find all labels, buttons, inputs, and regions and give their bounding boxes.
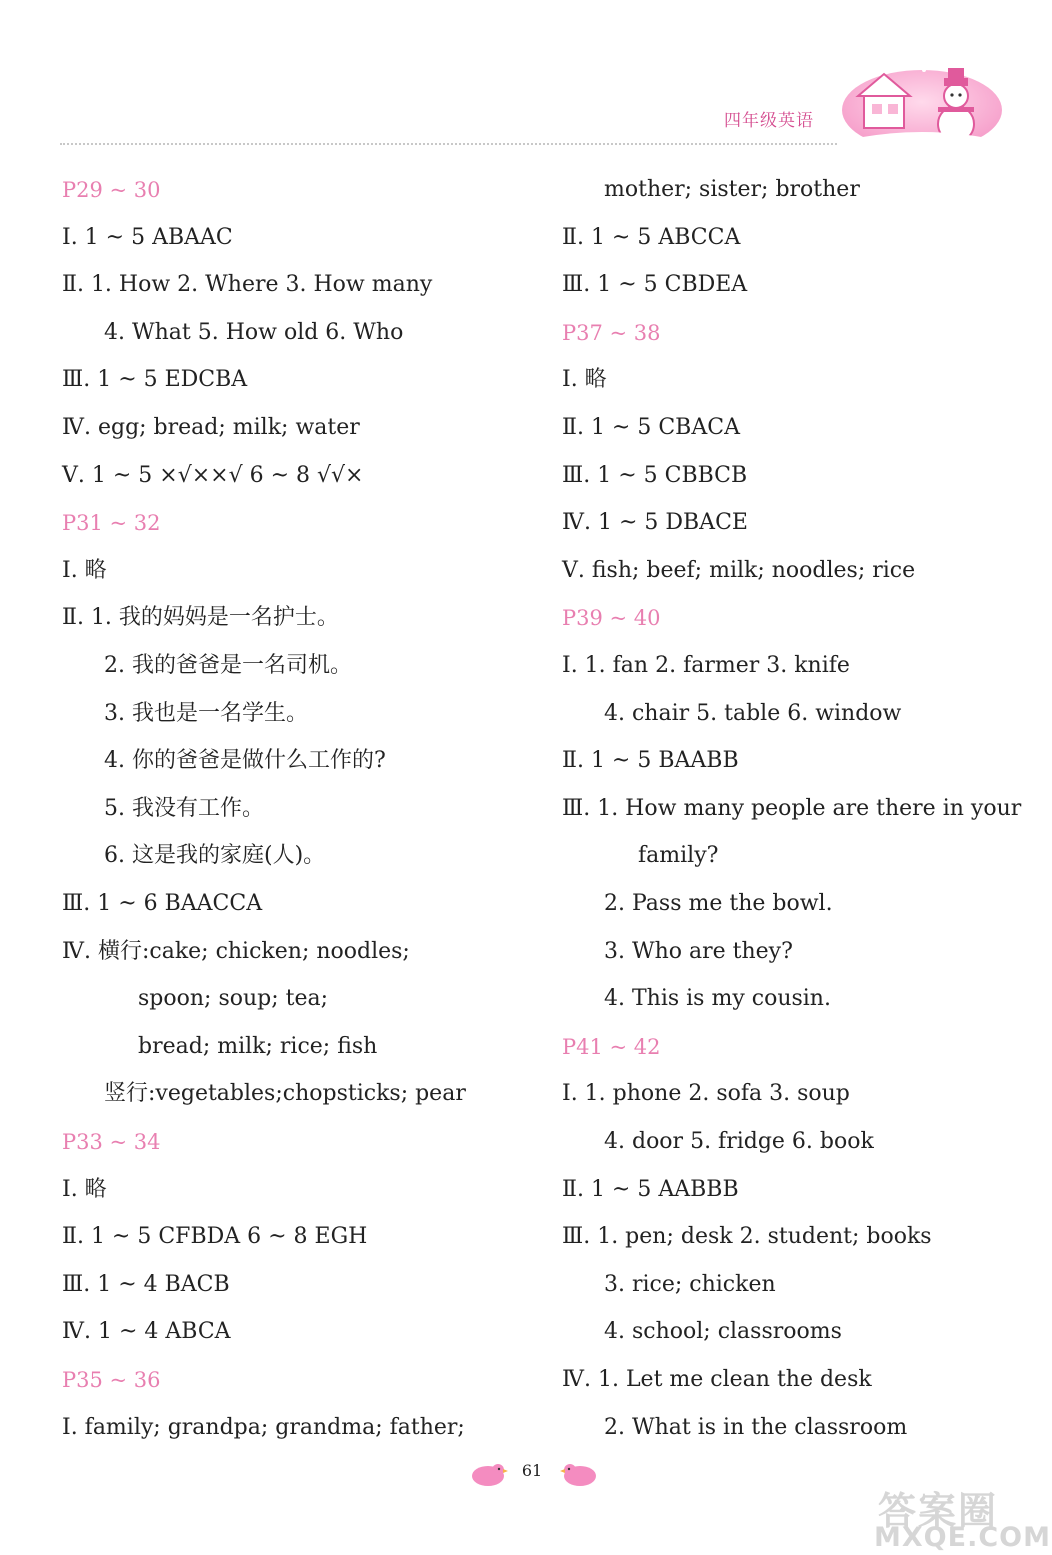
- page-number: 61: [521, 1461, 543, 1480]
- answer-line: bread; milk; rice; fish: [138, 1034, 378, 1059]
- answer-line: Ⅳ. egg; bread; milk; water: [62, 415, 360, 440]
- answer-line: 5. 我没有工作。: [104, 796, 264, 821]
- answer-line: Ⅰ. 略: [62, 1177, 107, 1202]
- answer-line: 4. chair 5. table 6. window: [604, 701, 902, 726]
- answer-line: Ⅱ. 1 ~ 5 BAABB: [562, 748, 739, 773]
- section-heading: P29 ~ 30: [62, 178, 161, 202]
- answer-line: Ⅲ. 1. pen; desk 2. student; books: [562, 1224, 932, 1249]
- answer-line: Ⅴ. fish; beef; milk; noodles; rice: [562, 558, 916, 583]
- answer-line: Ⅲ. 1 ~ 5 CBBCB: [562, 463, 748, 488]
- answer-line: 2. 我的爸爸是一名司机。: [104, 653, 352, 678]
- answer-line: Ⅰ. 略: [562, 367, 607, 392]
- answer-line: spoon; soup; tea;: [138, 986, 329, 1011]
- answer-line: 4. 你的爸爸是做什么工作的?: [104, 748, 386, 773]
- answer-line: Ⅱ. 1 ~ 5 AABBB: [562, 1177, 739, 1202]
- answer-line: 3. Who are they?: [604, 939, 793, 964]
- header-divider: [60, 143, 840, 145]
- watermark: [870, 1480, 1050, 1555]
- answer-line: Ⅳ. 横行:cake; chicken; noodles;: [62, 939, 410, 964]
- answer-line: Ⅰ. 略: [62, 558, 107, 583]
- answer-line: 4. What 5. How old 6. Who: [104, 320, 404, 345]
- answer-line: Ⅳ. 1 ~ 4 ABCA: [62, 1319, 231, 1344]
- answer-line: family?: [638, 843, 719, 868]
- left-bird-icon: [468, 1458, 508, 1490]
- answer-line: Ⅲ. 1 ~ 4 BACB: [62, 1272, 230, 1297]
- answer-line: Ⅲ. 1 ~ 5 EDCBA: [62, 367, 248, 392]
- answer-line: 竖行:vegetables;chopsticks; pear: [104, 1081, 466, 1106]
- answer-line: Ⅲ. 1 ~ 6 BAACCA: [62, 891, 263, 916]
- answer-line: Ⅱ. 1. How 2. Where 3. How many: [62, 272, 433, 297]
- answer-line: 6. 这是我的家庭(人)。: [104, 843, 326, 868]
- header-title: 四年级英语: [724, 111, 814, 131]
- right-bird-icon: [560, 1458, 600, 1490]
- answer-line: Ⅱ. 1 ~ 5 CFBDA 6 ~ 8 EGH: [62, 1224, 368, 1249]
- answer-line: 3. 我也是一名学生。: [104, 701, 308, 726]
- section-heading: P39 ~ 40: [562, 606, 661, 630]
- answer-line: Ⅰ. 1. fan 2. farmer 3. knife: [562, 653, 850, 678]
- answer-line: Ⅳ. 1 ~ 5 DBACE: [562, 510, 748, 535]
- answer-line: Ⅱ. 1. 我的妈妈是一名护士。: [62, 605, 339, 630]
- answer-line: 2. What is in the classroom: [604, 1415, 908, 1440]
- answer-line: 3. rice; chicken: [604, 1272, 776, 1297]
- section-heading: P33 ~ 34: [62, 1130, 161, 1154]
- answer-line: Ⅳ. 1. Let me clean the desk: [562, 1367, 872, 1392]
- snowman-house-illustration: [838, 58, 1006, 154]
- answer-line: Ⅲ. 1. How many people are there in your: [562, 796, 1022, 821]
- answer-line: Ⅱ. 1 ~ 5 CBACA: [562, 415, 740, 440]
- answer-line: Ⅰ. family; grandpa; grandma; father;: [62, 1415, 465, 1440]
- answer-line: 4. This is my cousin.: [604, 986, 831, 1011]
- answer-line: Ⅰ. 1. phone 2. sofa 3. soup: [562, 1081, 850, 1106]
- watermark-bottom: MXQE.COM: [874, 1522, 1051, 1553]
- answer-line: 4. door 5. fridge 6. book: [604, 1129, 874, 1154]
- answer-line: mother; sister; brother: [604, 177, 860, 202]
- watermark-top: 答案圈: [878, 1489, 999, 1533]
- answer-line: 2. Pass me the bowl.: [604, 891, 833, 916]
- section-heading: P37 ~ 38: [562, 321, 661, 345]
- answer-line: Ⅴ. 1 ~ 5 ×√××√ 6 ~ 8 √√×: [62, 463, 364, 488]
- section-heading: P31 ~ 32: [62, 511, 161, 535]
- answer-line: Ⅲ. 1 ~ 5 CBDEA: [562, 272, 748, 297]
- section-heading: P35 ~ 36: [62, 1368, 161, 1392]
- answer-line: Ⅱ. 1 ~ 5 ABCCA: [562, 225, 741, 250]
- section-heading: P41 ~ 42: [562, 1035, 661, 1059]
- answer-line: Ⅰ. 1 ~ 5 ABAAC: [62, 225, 233, 250]
- answer-line: 4. school; classrooms: [604, 1319, 842, 1344]
